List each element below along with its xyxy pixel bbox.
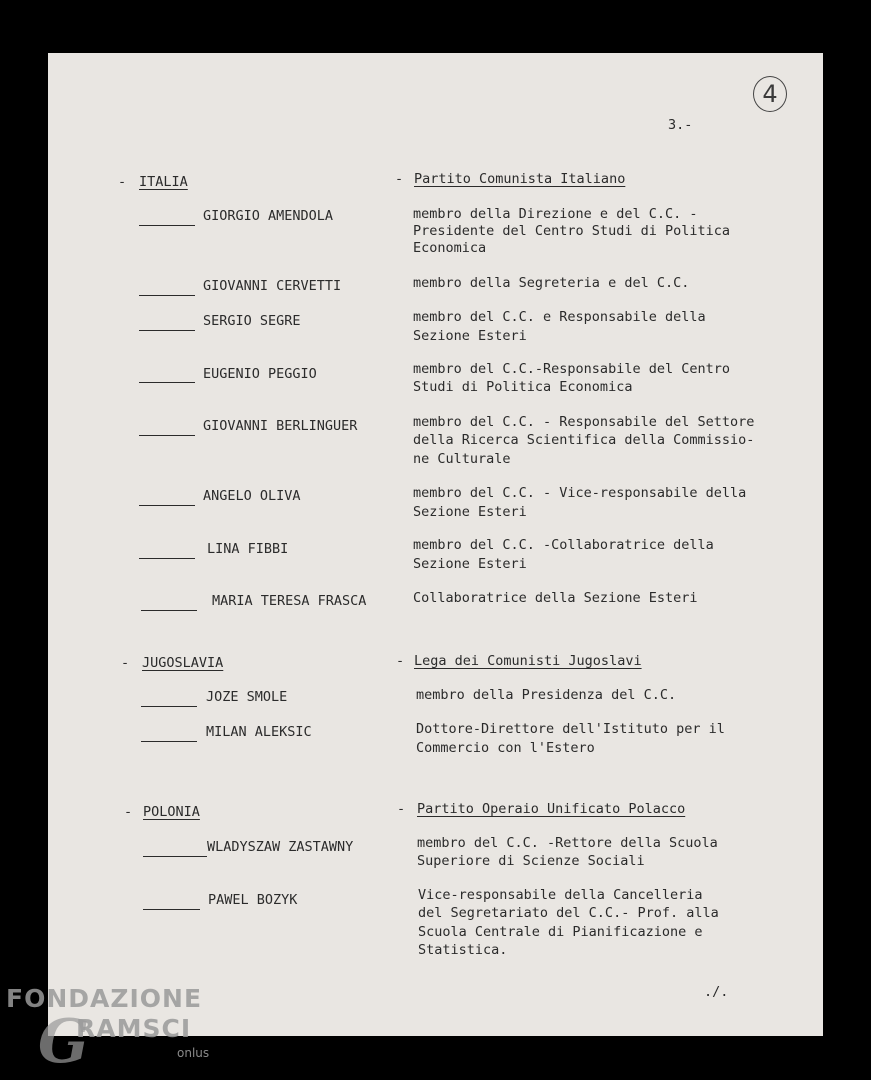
member-role-line: della Ricerca Scientifica della Commissio-	[413, 432, 755, 448]
section-italia-party: Partito Comunista Italiano	[414, 171, 626, 187]
member-role-line: Commercio con l'Estero	[416, 740, 595, 756]
member-role-line: membro del C.C. -Rettore della Scuola	[417, 835, 718, 851]
member-line	[141, 706, 197, 707]
member-name: JOZE SMOLE	[206, 689, 288, 705]
member-name: GIORGIO AMENDOLA	[203, 208, 334, 224]
member-name: ANGELO OLIVA	[203, 488, 301, 504]
section-italia-dash: -	[118, 174, 135, 190]
member-name: MARIA TERESA FRASCA	[212, 593, 367, 609]
member-role-line: Statistica.	[418, 942, 508, 958]
section-jugoslavia-party-dash: -	[396, 653, 413, 669]
member-role-line: membro del C.C.-Responsabile del Centro	[413, 361, 730, 377]
member-line	[139, 505, 195, 506]
section-jugoslavia-dash: -	[121, 655, 138, 671]
section-polonia-party-dash: -	[397, 801, 414, 817]
member-role-line: ne Culturale	[413, 451, 511, 467]
section-jugoslavia-country: JUGOSLAVIA	[142, 655, 224, 671]
watermark-suffix: onlus	[177, 1046, 210, 1060]
member-name: SERGIO SEGRE	[203, 313, 301, 329]
member-role-line: Collaboratrice della Sezione Esteri	[413, 590, 698, 606]
watermark-line2: RAMSCI	[76, 1014, 192, 1043]
member-role-line: Presidente del Centro Studi di Politica	[413, 223, 730, 239]
member-role-line: membro del C.C. -Collaboratrice della	[413, 537, 714, 553]
section-jugoslavia-party: Lega dei Comunisti Jugoslavi	[414, 653, 642, 669]
member-line	[139, 435, 195, 436]
member-line	[143, 909, 200, 910]
member-role-line: Sezione Esteri	[413, 504, 527, 520]
member-role-line: del Segretariato del C.C.- Prof. alla	[418, 905, 719, 921]
member-role-line: membro della Presidenza del C.C.	[416, 687, 677, 703]
watermark-g-letter: G	[38, 1007, 90, 1077]
member-name: MILAN ALEKSIC	[206, 724, 312, 740]
member-role-line: membro della Segreteria e del C.C.	[413, 275, 690, 291]
member-role-line: Studi di Politica Economica	[413, 379, 633, 395]
member-line	[141, 741, 197, 742]
member-line	[139, 558, 195, 559]
member-role-line: membro del C.C. - Responsabile del Settore	[413, 414, 755, 430]
member-name: WLADYSZAW ZASTAWNY	[207, 839, 354, 855]
member-role-line: Superiore di Scienze Sociali	[417, 853, 645, 869]
member-role-line: Scuola Centrale di Pianificazione e	[418, 924, 703, 940]
member-line	[139, 225, 195, 226]
circled-page-number: 4	[753, 76, 787, 112]
member-line	[143, 856, 207, 857]
member-name: GIOVANNI CERVETTI	[203, 278, 342, 294]
section-italia-party-dash: -	[395, 171, 412, 187]
member-role-line: membro del C.C. e Responsabile della	[413, 309, 706, 325]
member-role-line: Sezione Esteri	[413, 556, 527, 572]
section-polonia-dash: -	[124, 804, 141, 820]
watermark-line1: FONDAZIONE	[6, 984, 203, 1013]
member-name: LINA FIBBI	[207, 541, 289, 557]
member-line	[139, 330, 195, 331]
member-line	[141, 610, 197, 611]
member-role-line: Dottore-Direttore dell'Istituto per il	[416, 721, 725, 737]
member-name: PAWEL BOZYK	[208, 892, 298, 908]
continuation-mark: ./.	[704, 984, 729, 1000]
page-number: 3.-	[668, 117, 693, 133]
member-line	[139, 295, 195, 296]
section-italia-country: ITALIA	[139, 174, 188, 190]
member-role-line: Vice-responsabile della Cancelleria	[418, 887, 703, 903]
member-role-line: membro del C.C. - Vice-responsabile della	[413, 485, 747, 501]
member-name: GIOVANNI BERLINGUER	[203, 418, 358, 434]
section-polonia-country: POLONIA	[143, 804, 200, 820]
member-role-line: membro della Direzione e del C.C. -	[413, 206, 698, 222]
member-role-line: Sezione Esteri	[413, 328, 527, 344]
member-name: EUGENIO PEGGIO	[203, 366, 317, 382]
member-role-line: Economica	[413, 240, 487, 256]
section-polonia-party: Partito Operaio Unificato Polacco	[417, 801, 686, 817]
member-line	[139, 382, 195, 383]
